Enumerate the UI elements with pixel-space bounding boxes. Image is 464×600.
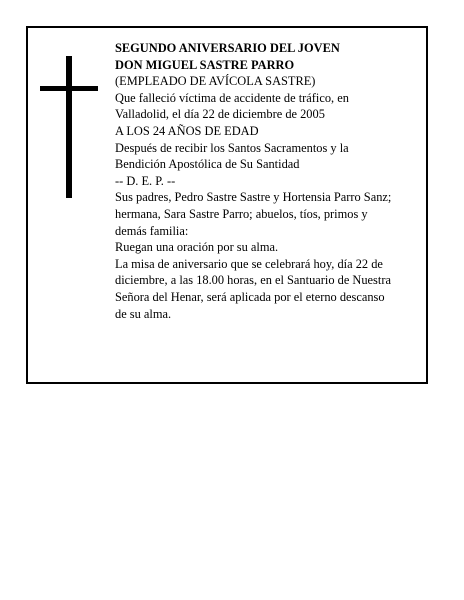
heading-line-1: SEGUNDO ANIVERSARIO DEL JOVEN xyxy=(115,41,340,55)
rip-line: -- D. E. P. -- xyxy=(115,173,176,188)
sacraments-line-2: Bendición Apostólica de Su Santidad xyxy=(115,157,300,172)
cross-horizontal-bar xyxy=(40,86,98,91)
subheading: (EMPLEADO DE AVÍCOLA SASTRE) xyxy=(115,74,316,89)
family-line-1: Sus padres, Pedro Sastre Sastre y Hortensia Parro Sanz; xyxy=(115,190,392,205)
family-line-3: demás familia: xyxy=(115,223,189,238)
mass-line-2: diciembre, a las 18.00 horas, en el Santuario de Nuestra xyxy=(115,273,391,288)
family-line-2: hermana, Sara Sastre Parro; abuelos, tíos, primos y xyxy=(115,206,368,221)
obituary-notice xyxy=(26,26,428,384)
cross-vertical-bar xyxy=(66,56,72,198)
death-line-2: Valladolid, el día 22 de diciembre de 2005 xyxy=(115,107,325,122)
mass-line-1: La misa de aniversario que se celebrará hoy, día 22 de xyxy=(115,256,383,271)
death-line-1: Que falleció víctima de accidente de tráfico, en xyxy=(115,90,349,105)
mass-line-3: Señora del Henar, será aplicada por el eterno descanso xyxy=(115,289,385,304)
heading-line-2: DON MIGUEL SASTRE PARRO xyxy=(115,57,295,72)
mass-line-4: de su alma. xyxy=(115,306,172,321)
notice-text xyxy=(115,40,421,322)
age-line: A LOS 24 AÑOS DE EDAD xyxy=(115,123,259,138)
sacraments-line-1: Después de recibir los Santos Sacramentos y la xyxy=(115,140,349,155)
cross-icon xyxy=(40,56,100,198)
prayer-line: Ruegan una oración por su alma. xyxy=(115,240,279,255)
